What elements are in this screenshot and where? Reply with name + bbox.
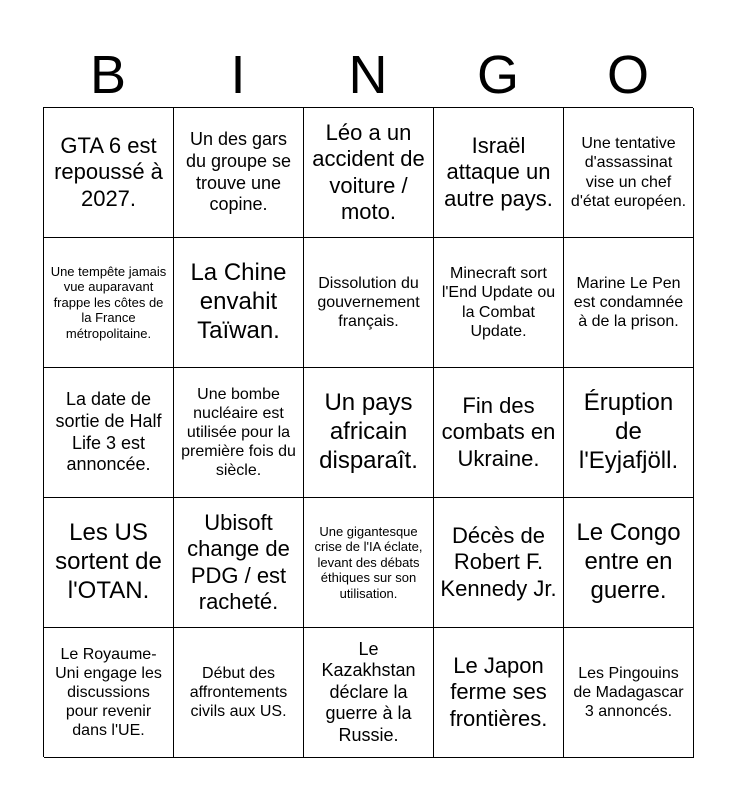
bingo-cell[interactable]	[564, 238, 694, 368]
bingo-cell[interactable]	[304, 238, 434, 368]
bingo-cell[interactable]	[304, 498, 434, 628]
cell-text: Fin des combats en Ukraine.	[441, 392, 556, 471]
bingo-cell[interactable]	[44, 108, 174, 238]
cell-text: Le Kazakhstan déclare la guerre à la Russie.	[321, 638, 416, 745]
bingo-cell[interactable]	[304, 368, 434, 498]
bingo-cell[interactable]	[434, 498, 564, 628]
cell-text: Le Royaume-Uni engage les discussions pour revenir dans l'UE.	[55, 645, 162, 740]
cell-text: Une bombe nucléaire est utilisée pour la première fois du siècle.	[181, 385, 296, 480]
bingo-cell[interactable]	[564, 628, 694, 758]
bingo-cell[interactable]	[564, 108, 694, 238]
bingo-cell[interactable]	[434, 628, 564, 758]
cell-text: Début des affrontements civils aux US.	[189, 664, 288, 721]
bingo-header	[43, 46, 693, 104]
cell-text: Une gigantesque crise de l'IA éclate, levant des débats éthiques sur son utilisation.	[314, 523, 423, 601]
header-letter-n: N	[348, 45, 388, 105]
cell-text: GTA 6 est repoussé à 2027.	[54, 132, 163, 211]
cell-text: Les US sortent de l'OTAN.	[55, 519, 162, 604]
bingo-cell[interactable]	[44, 368, 174, 498]
bingo-cell[interactable]	[44, 628, 174, 758]
header-letter-g: G	[476, 45, 519, 105]
cell-text: Un pays africain disparaît.	[319, 389, 418, 474]
cell-text: Le Japon ferme ses frontières.	[449, 652, 548, 731]
bingo-cell[interactable]	[174, 108, 304, 238]
cell-text: Le Congo entre en guerre.	[576, 519, 681, 604]
cell-text: Léo a un accident de voiture / moto.	[312, 119, 425, 224]
bingo-cell[interactable]	[434, 108, 564, 238]
cell-text: Une tempête jamais vue auparavant frappe les côtes de la France métropolitaine.	[50, 263, 167, 341]
bingo-cell[interactable]	[564, 368, 694, 498]
bingo-cell[interactable]	[304, 108, 434, 238]
bingo-cell[interactable]	[44, 498, 174, 628]
bingo-grid	[43, 107, 693, 757]
bingo-cell[interactable]	[174, 238, 304, 368]
bingo-cell[interactable]	[174, 498, 304, 628]
bingo-cell[interactable]	[434, 238, 564, 368]
cell-text: Une tentative d'assassinat vise un chef d'état européen.	[570, 135, 687, 210]
cell-text: Minecraft sort l'End Update ou la Combat Update.	[441, 265, 556, 340]
cell-text: Israël attaque un autre pays.	[444, 132, 553, 211]
bingo-cell[interactable]	[304, 628, 434, 758]
cell-text: La Chine envahit Taïwan.	[190, 259, 287, 344]
bingo-cell[interactable]	[434, 368, 564, 498]
cell-text: Les Pingouins de Madagascar 3 annoncés.	[573, 664, 684, 721]
bingo-cell[interactable]	[174, 628, 304, 758]
cell-text: Un des gars du groupe se trouve une copine.	[185, 129, 292, 215]
header-letter-o: O	[606, 45, 649, 105]
cell-text: Décès de Robert F. Kennedy Jr.	[440, 522, 557, 601]
bingo-cell[interactable]	[564, 498, 694, 628]
cell-text: La date de sortie de Half Life 3 est annoncée.	[55, 389, 162, 475]
cell-text: Éruption de l'Eyjafjöll.	[578, 389, 679, 474]
bingo-cell[interactable]	[44, 238, 174, 368]
header-letter-b: B	[89, 45, 127, 105]
header-letter-i: I	[230, 45, 246, 105]
cell-text: Ubisoft change de PDG / est racheté.	[187, 509, 290, 614]
cell-text: Dissolution du gouvernement français.	[317, 274, 420, 331]
bingo-cell[interactable]	[174, 368, 304, 498]
cell-text: Marine Le Pen est condamnée à de la prison.	[573, 274, 684, 331]
